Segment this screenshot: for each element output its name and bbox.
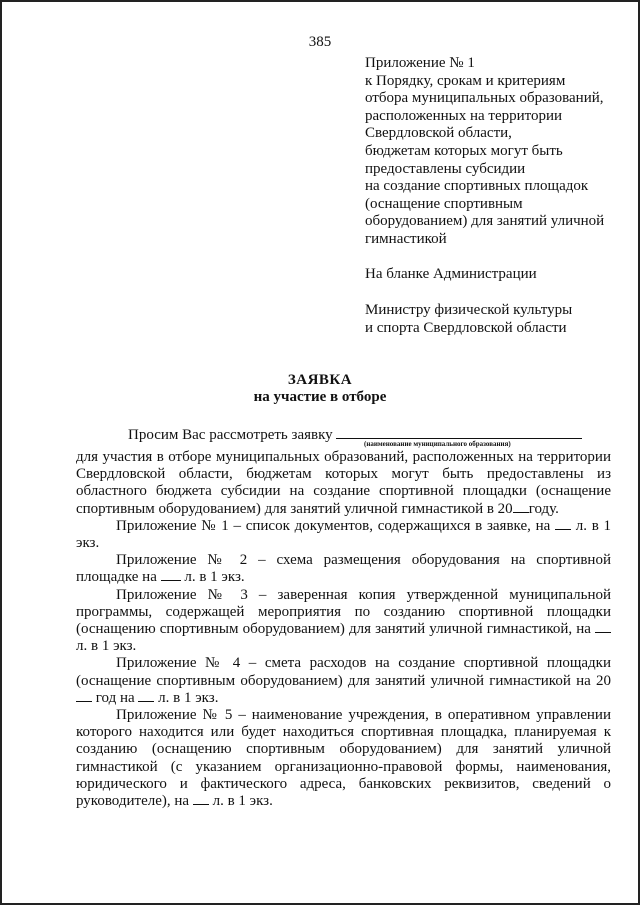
annex-line: бюджетам которых могут быть [365, 142, 563, 159]
municipality-blank-caption: (наименование муниципального образования) [364, 440, 511, 448]
annex-line: (оснащение спортивным [365, 195, 523, 212]
paragraph-text: Приложение № 3 – заверенная копия утвержденной муниципальной программы, содержащей мероприятия по созданию спортивной площадки (оснащению спортивным оборудованием) для занятий уличной гимнастикой, на [76, 586, 611, 638]
paragraph-purpose [76, 449, 611, 518]
document-subtitle: на участие в отборе [253, 389, 387, 405]
paragraph-text: л. в 1 экз. [158, 689, 219, 706]
request-line [128, 424, 588, 444]
addressee-line: Министру физической культуры [365, 302, 573, 318]
paragraph-text: л. в 1 экз. [184, 569, 245, 586]
addressee-line: и спорта Свердловской области [365, 319, 567, 336]
annex-line: гимнастикой [365, 230, 447, 247]
annex-line: к Порядку, срокам и критериям [365, 72, 566, 89]
page-number: 385 [308, 34, 332, 50]
annex-line: расположенных на территории [365, 107, 563, 124]
year-blank[interactable] [76, 701, 92, 702]
paragraph-text: Приложение № 5 – наименование учреждения, в оперативном управлении которого находится или будет находиться спортивная площадка, планируемая к созданию (оснащению спортивным оборудованием) для занятий уличной гимнастикой (с указанием организационно-правовой формы, наименования, юридического и фактического адреса, банковских реквизитов, сведений о руководителе), на [76, 707, 611, 810]
annex-line: Свердловской области, [365, 125, 512, 142]
paragraph-text: год на [95, 689, 135, 706]
paragraph-annex-3 [76, 587, 611, 656]
paragraph-text: л. в 1 экз. [212, 793, 273, 810]
annex-line: Приложение № 1 [365, 55, 475, 71]
sheets-blank[interactable] [161, 580, 181, 581]
addressee-block [365, 302, 572, 337]
document-title: ЗАЯВКА [287, 372, 353, 388]
request-lead: Просим Вас рассмотреть заявку [128, 427, 333, 443]
paragraph-text: Приложение № 4 – смета расходов на создание спортивной площадки (оснащение спортивным оборудованием) для занятий уличной гимнастикой на 20 [76, 655, 611, 689]
sheets-blank[interactable] [555, 529, 571, 530]
annex-line: оборудованием) для занятий уличной [365, 213, 605, 230]
sheets-blank[interactable] [193, 804, 209, 805]
paragraph-text: Приложение № 2 – схема размещения оборудования на спортивной площадке на [76, 552, 611, 586]
annex-line: на создание спортивных площадок [365, 178, 589, 195]
annex-line: отбора муниципальных образований, [365, 90, 604, 107]
paragraph-annex-1 [76, 518, 611, 552]
paragraph-text: для участия в отборе муниципальных образований, расположенных на территории Свердловской области, бюджетам которых могут быть предоставлены из областного бюджета субсидии на создание спортивной площадки (оснащение спортивным оборудованием) для занятий уличной гимнастикой в 20 [76, 449, 611, 517]
letterhead-note: На бланке Администрации [365, 266, 537, 282]
paragraph-annex-2 [76, 552, 611, 586]
sheets-blank[interactable] [595, 632, 611, 633]
municipality-name-blank[interactable] [336, 424, 582, 439]
sheets-blank[interactable] [138, 701, 154, 702]
paragraph-text: Приложение № 1 – список документов, содержащихся в заявке, на [116, 517, 551, 534]
annex-header [365, 55, 625, 249]
year-blank[interactable] [513, 512, 529, 513]
annex-line: предоставлены субсидии [365, 160, 526, 177]
body-text [76, 449, 611, 810]
paragraph-annex-5 [76, 707, 611, 810]
paragraph-annex-4 [76, 655, 611, 707]
paragraph-text: л. в 1 экз. [76, 638, 137, 655]
paragraph-text: л. в 1 экз. [76, 517, 612, 552]
paragraph-text: году. [528, 500, 559, 517]
